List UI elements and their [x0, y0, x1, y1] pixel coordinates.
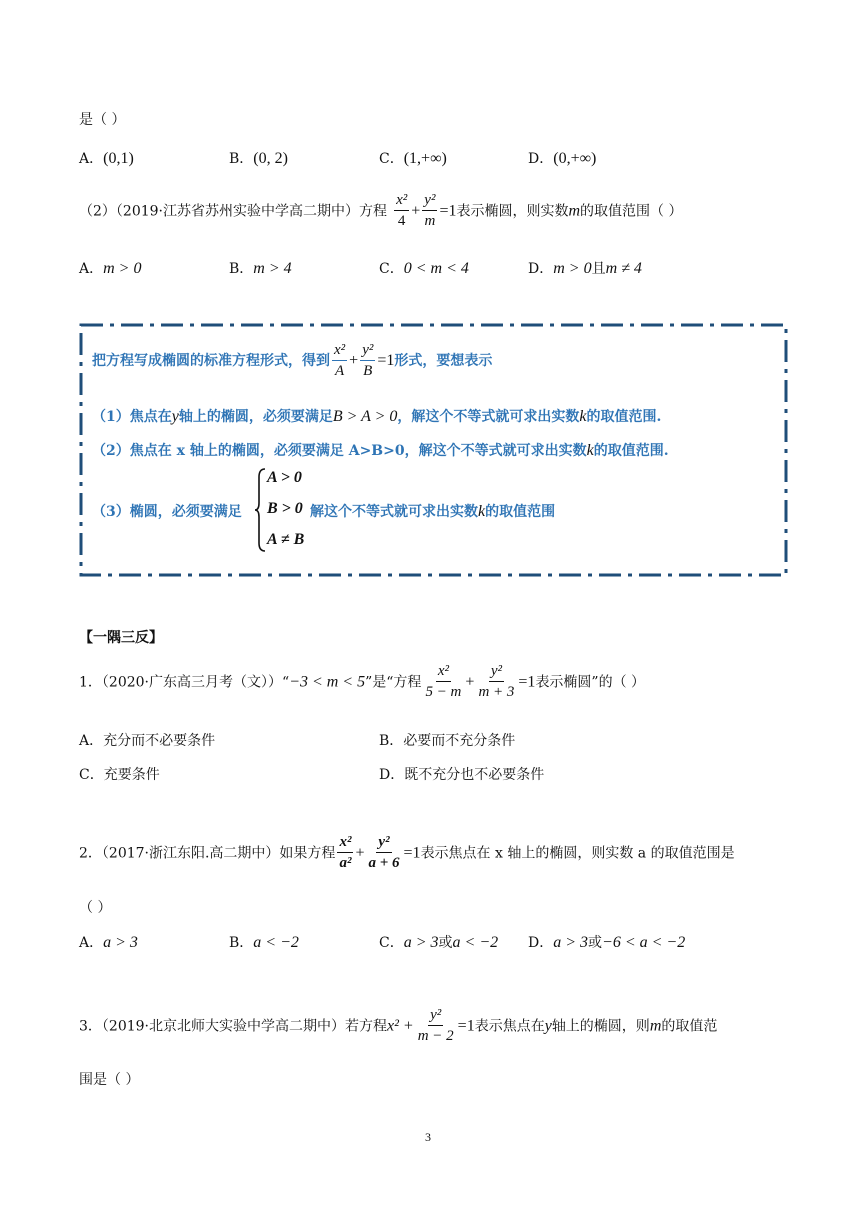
- system-row-3: A ≠ B: [267, 531, 305, 548]
- p2-option-c: C．a > 3或a < −2: [379, 934, 499, 951]
- option-a: [79, 148, 134, 168]
- q2-option-c: C．0 < m < 4: [379, 260, 469, 277]
- q2-option-a: A．m > 0: [79, 260, 142, 277]
- problem-2: 2．（2017·浙江东阳.高二期中）如果方程 $\frac{\text{x²}}{\text{a²}}$ + $\frac{\text{y²}}{a + 6}$ =1表示焦点在 x 轴上的椭圆，则实数 a 的取值范围是: [79, 834, 735, 871]
- question-2: （2）（2019·江苏省苏州实验中学高二期中）方程 $\frac{\text{x²}}{4}$ + $\frac{\text{y²}}{m}$ =1表示椭圆，则实数m的取值范围（ ）: [79, 192, 683, 229]
- option-label: D．: [528, 151, 554, 167]
- system-row-1: A > 0: [267, 469, 302, 486]
- option-c: [379, 148, 447, 168]
- p2-option-b: B．a < −2: [229, 934, 299, 951]
- problem-3: 3．（2019·北京北师大实验中学高二期中）若方程x² + $\frac{\text{y²}}{m - 2}$ =1表示焦点在y轴上的椭圆，则m的取值范: [79, 1007, 718, 1044]
- p2-option-a: A．a > 3: [79, 934, 138, 951]
- page-number: 3: [425, 1130, 431, 1144]
- option-label: C．: [379, 151, 404, 167]
- hint-line-1: 把方程写成椭圆的标准方程形式，得到 $\frac{\text{x²}}{A}$ + $\frac{\text{y²}}{B}$ =1形式，要想表示: [92, 342, 493, 379]
- option-value: (1,+∞): [403, 150, 447, 167]
- q2-option-b: B．m > 4: [229, 260, 292, 277]
- left-brace-icon: [255, 467, 267, 553]
- system-row-2: B > 0: [267, 500, 303, 517]
- problem-1: 1．（2020·广东高三月考（文））“−3 < m < 5”是“方程 $\frac{\text{x²}}{5 - m}$ + $\frac{\text{y²}}{m + 3}$ =1表示椭圆”的（ ）: [79, 663, 646, 700]
- option-label: B．: [229, 151, 254, 167]
- p1-option-c: C．充要条件: [79, 767, 160, 783]
- fraction: $\frac{\text{x²}}{4}$: [396, 192, 408, 229]
- option-value: (0,1): [103, 150, 134, 167]
- p1-option-b: B．必要而不充分条件: [379, 733, 516, 749]
- problem-2-tail: （ ）: [79, 900, 112, 916]
- option-value: (0, 2): [253, 150, 288, 167]
- hint-line-4-tail: 解这个不等式就可求出实数k的取值范围: [310, 503, 556, 520]
- fraction: $\frac{\text{y²}}{m}$: [424, 192, 436, 229]
- option-b: [229, 148, 288, 168]
- question-stem-tail: 是（ ）: [79, 112, 126, 128]
- option-value: (0,+∞): [553, 150, 597, 167]
- option-label: A．: [79, 151, 104, 167]
- p1-option-a: A．充分而不必要条件: [79, 733, 216, 749]
- p2-option-d: D．a > 3或−6 < a < −2: [528, 934, 686, 951]
- problem-3-line-2: 围是（ ）: [79, 1072, 140, 1088]
- hint-line-2: （1）焦点在y轴上的椭圆，必须要满足B > A > 0，解这个不等式就可求出实数k的取值范围.: [92, 408, 662, 425]
- hint-line-4-label: （3）椭圆，必须要满足: [92, 504, 242, 520]
- section-title: 【一隅三反】: [79, 630, 163, 646]
- hint-line-3: （2）焦点在 x 轴上的椭圆，必须要满足 A>B>0，解这个不等式就可求出实数k的取值范围.: [92, 442, 669, 459]
- question-prefix: （2）（2019·江苏省苏州实验中学高二期中）方程: [79, 203, 387, 220]
- q2-option-d: D．m > 0且m ≠ 4: [528, 260, 642, 277]
- option-d: [528, 148, 596, 168]
- p1-option-d: D．既不充分也不必要条件: [379, 767, 545, 783]
